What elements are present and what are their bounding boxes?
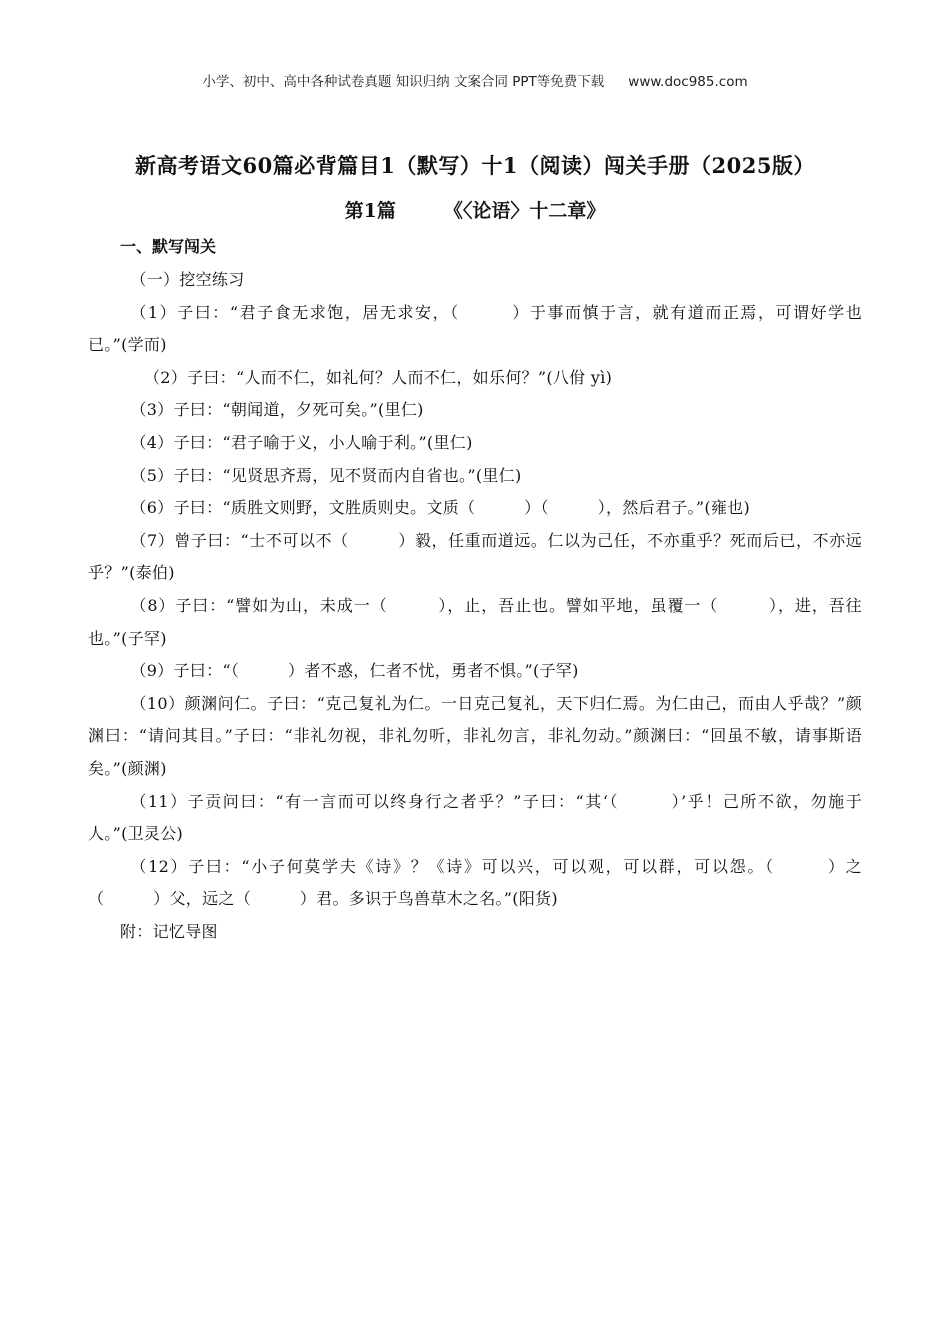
- document-title: 新高考语文60篇必背篇目1（默写）十1（阅读）闯关手册（2025版）: [135, 153, 815, 178]
- exercise-item: （4）子曰：“君子喻于义，小人喻于利。”(里仁): [130, 432, 473, 452]
- exercise-item: （7）曾子曰：“士不可以不（ ）毅，任重而道远。仁以为己任，不亦重乎？死而后已，不亦远乎？”(泰伯): [88, 530, 862, 583]
- subsection-heading: （一）挖空练习: [130, 270, 245, 289]
- exercise-item: （5）子曰：“见贤思齐焉，见不贤而内自省也。”(里仁): [130, 465, 522, 485]
- chapter-subtitle: [0, 196, 950, 223]
- exercise-item: （8）子曰：“譬如为山，未成一（ ），止，吾止也。譬如平地，虽覆一（ ），进，吾往也。”(子罕): [88, 595, 862, 648]
- chapter-number: 第1篇: [344, 200, 396, 222]
- exercise-item: （6）子曰：“质胜文则野，文胜质则史。文质（ ）（ ），然后君子。”(雍也): [130, 498, 751, 518]
- exercise-item: （11）子贡问曰：“有一言而可以终身行之者乎？”子曰：“其‘（ ）’乎！己所不欲，勿施于人。”(卫灵公): [88, 791, 862, 844]
- header-site-link[interactable]: www.doc985.com: [628, 74, 748, 90]
- appendix-label: 附：记忆导图: [120, 921, 218, 941]
- exercise-item: （10）颜渊问仁。子曰：“克己复礼为仁。一日克己复礼，天下归仁焉。为仁由己，而由人乎哉？”颜渊曰：“请问其目。”子曰：“非礼勿视，非礼勿听，非礼勿言，非礼勿动。”颜渊曰：“回虽不敏，请事斯语矣。”(颜渊): [88, 693, 862, 778]
- exercise-content: [88, 264, 862, 948]
- exercise-item: （1）子曰：“君子食无求饱，居无求安，（ ）于事而慎于言，就有道而正焉，可谓好学也已。”(学而): [88, 302, 862, 355]
- chapter-name: 《〈论语〉十二章》: [443, 200, 606, 222]
- exercise-item: （9）子曰：“（ ）者不惑，仁者不忧，勇者不惧。”(子罕): [130, 661, 579, 681]
- page-header: [0, 70, 950, 90]
- exercise-item: （12）子曰：“小子何莫学夫《诗》？《诗》可以兴，可以观，可以群，可以怨。（ ）之（ ）父，远之（ ）君。多识于鸟兽草木之名。”(阳货): [88, 856, 862, 909]
- section-heading: 一、默写闯关: [120, 237, 217, 256]
- header-text: 小学、初中、高中各种试卷真题 知识归纳 文案合同 PPT等免费下载: [202, 74, 605, 90]
- exercise-item: （2）子曰：“人而不仁，如礼何？人而不仁，如乐何？”(八佾 yì): [144, 367, 613, 387]
- exercise-item: （3）子曰：“朝闻道，夕死可矣。”(里仁): [130, 400, 424, 420]
